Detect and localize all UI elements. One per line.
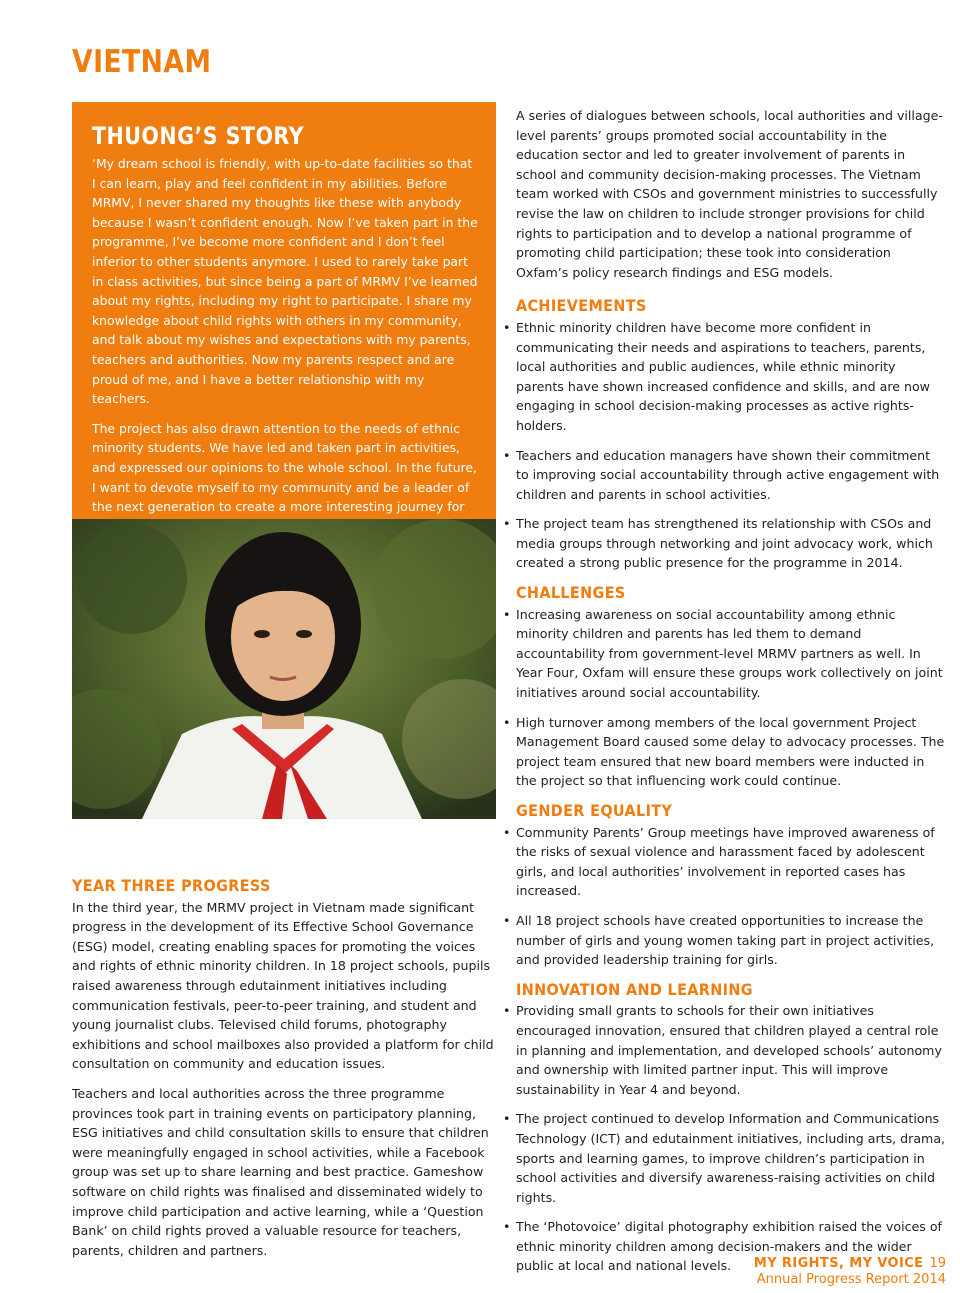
student-portrait-image <box>72 519 496 819</box>
list-item: • Providing small grants to schools for their own initiatives encouraged innovation, ensured that children played a central role in planning and implementation, and developed schools’ autonomy and ownership with limited partner input. This will improve sustainability in Year 4 and beyond. <box>503 1003 942 1097</box>
list-item: • Increasing awareness on social accountability among ethnic minority children and parents has led them to demand accountability from government-level MRMV partners as well. In Year Four, Oxfam will ensure these groups work collectively on joint initiatives around social accountability. <box>503 606 943 701</box>
list-item: • All 18 project schools have created opportunities to increase the number of girls and young women taking part in project activities, and provided leadership training for girls. <box>503 912 935 968</box>
bullet-icon: • <box>503 1003 511 1019</box>
list-item: • The ‘Photovoice’ digital photography exhibition raised the voices of ethnic minority children among decision-makers and the wider public at local and national levels. <box>503 1219 942 1274</box>
bullet-icon: • <box>503 319 511 335</box>
story-text <box>92 154 478 536</box>
progress-paragraph-2: Teachers and local authorities across the three programme provinces took part in training events on participatory planning, ESG initiatives and child consultation skills to ensure that children were meaningfully engaged in school activities, while a Facebook group was set up to share learning and best practice. Gameshow software on child rights was finalised and disseminated widely to improve child participation and active learning, while a ‘Question Bank’ on child rights proved a valuable resource for teachers, parents, children and partners. <box>72 1085 489 1258</box>
year-three-progress-section <box>72 876 498 1270</box>
list-item: • The project team has strengthened its relationship with CSOs and media groups through networking and joint advocacy work, which created a strong public presence for the programme in 2014. <box>503 516 933 571</box>
bullet-icon: • <box>503 606 511 622</box>
innovation-learning-list <box>503 1001 946 1276</box>
intro-paragraph: A series of dialogues between schools, local authorities and village-level parents’ groups promoted social accountability in the education sector and led to greater involvement of parents in school and community decision-making processes. The Vietnam team worked with CSOs and government ministries to successfully revise the law on children to include stronger provisions for child rights to participation and to develop a national programme of promoting child participation; these took into consideration Oxfam’s policy research findings and ESG models. <box>516 108 943 280</box>
student-photo <box>72 519 496 819</box>
footer-brand: MY RIGHTS, MY VOICE <box>753 1256 924 1271</box>
list-item: • Teachers and education managers have shown their commitment to improving social accountability through active engagement with children and parents in school activities. <box>503 447 940 502</box>
challenges-list <box>503 605 946 791</box>
progress-paragraph-1: In the third year, the MRMV project in Vietnam made significant progress in the development of its Effective School Governance (ESG) model, creating enabling spaces for promoting the voices and rights of ethnic minority children. In 18 project schools, pupils raised awareness through edutainment initiatives including communication festivals, peer-to-peer training, and student and young journalist clubs. Televised child forums, photography exhibitions and school mailboxes also provided a platform for child consultation on community and education issues. <box>72 899 494 1072</box>
list-item: • Ethnic minority children have become more confident in communicating their needs and aspirations to teachers, parents, local authorities and public audiences, while ethnic minority parents have shown increased confidence and skills, and are now engaging in school decision-making processes as active rights-holders. <box>503 319 930 433</box>
page-number: 19 <box>929 1256 946 1271</box>
bullet-icon: • <box>503 824 511 840</box>
gender-equality-heading: GENDER EQUALITY <box>516 801 673 820</box>
bullet-icon: • <box>503 1219 511 1235</box>
bullet-icon: • <box>503 912 511 928</box>
page-title: VIETNAM <box>72 44 212 80</box>
challenges-heading: CHALLENGES <box>516 583 626 603</box>
list-item: • The project continued to develop Information and Communications Technology (ICT) and edutainment initiatives, including arts, drama, sports and learning games, to improve children’s participation in school activities and diversify awareness-raising activities on child rights. <box>503 1111 946 1205</box>
achievements-heading: ACHIEVEMENTS <box>516 296 647 316</box>
story-heading: THUONG’S STORY <box>92 122 304 150</box>
bullet-icon: • <box>503 714 511 730</box>
footer-subtitle: Annual Progress Report 2014 <box>756 1272 946 1287</box>
achievements-list <box>503 318 946 573</box>
innovation-learning-heading: INNOVATION AND LEARNING <box>516 979 753 999</box>
story-box <box>72 102 496 519</box>
page-footer <box>754 1256 946 1288</box>
bullet-icon: • <box>503 1111 511 1127</box>
gender-equality-list <box>503 823 946 970</box>
right-column <box>503 106 946 1286</box>
story-paragraph-1: ‘My dream school is friendly, with up-to-date facilities so that I can learn, play and feel confident in my abilities. Before MRMV, I never shared my thoughts like these with anybody because I wasn’t confident enough. Now I’ve taken part in the programme, I’ve become more confident and I don’t feel inferior to other students anymore. I used to rarely take part in class activities, but since being a part of MRMV I’ve learned about my rights, including my right to participate. I share my knowledge about child rights with others in my community, and talk about my wishes and expectations with my parents, teachers and authorities. Now my parents respect and are proud of me, and I have a better relationship with my teachers. <box>92 156 478 407</box>
list-item: • High turnover among members of the local government Project Management Board caused some delay to advocacy processes. The project team ensured that new board members were inducted in the project so that influencing work could continue. <box>503 714 945 789</box>
story-paragraph-2: The project has also drawn attention to the needs of ethnic minority students. We have led and taken part in activities, and expressed our opinions to the whole school. In the future, I want to devote myself to my community and be a leader of the next generation to create a more interesting journey for <box>92 420 477 515</box>
year-three-progress-heading: YEAR THREE PROGRESS <box>72 876 271 895</box>
bullet-icon: • <box>503 447 511 463</box>
list-item: • Community Parents’ Group meetings have improved awareness of the risks of sexual violence and harassment faced by adolescent girls, and local authorities’ involvement in reported cases has increased. <box>503 824 935 899</box>
bullet-icon: • <box>503 516 511 532</box>
